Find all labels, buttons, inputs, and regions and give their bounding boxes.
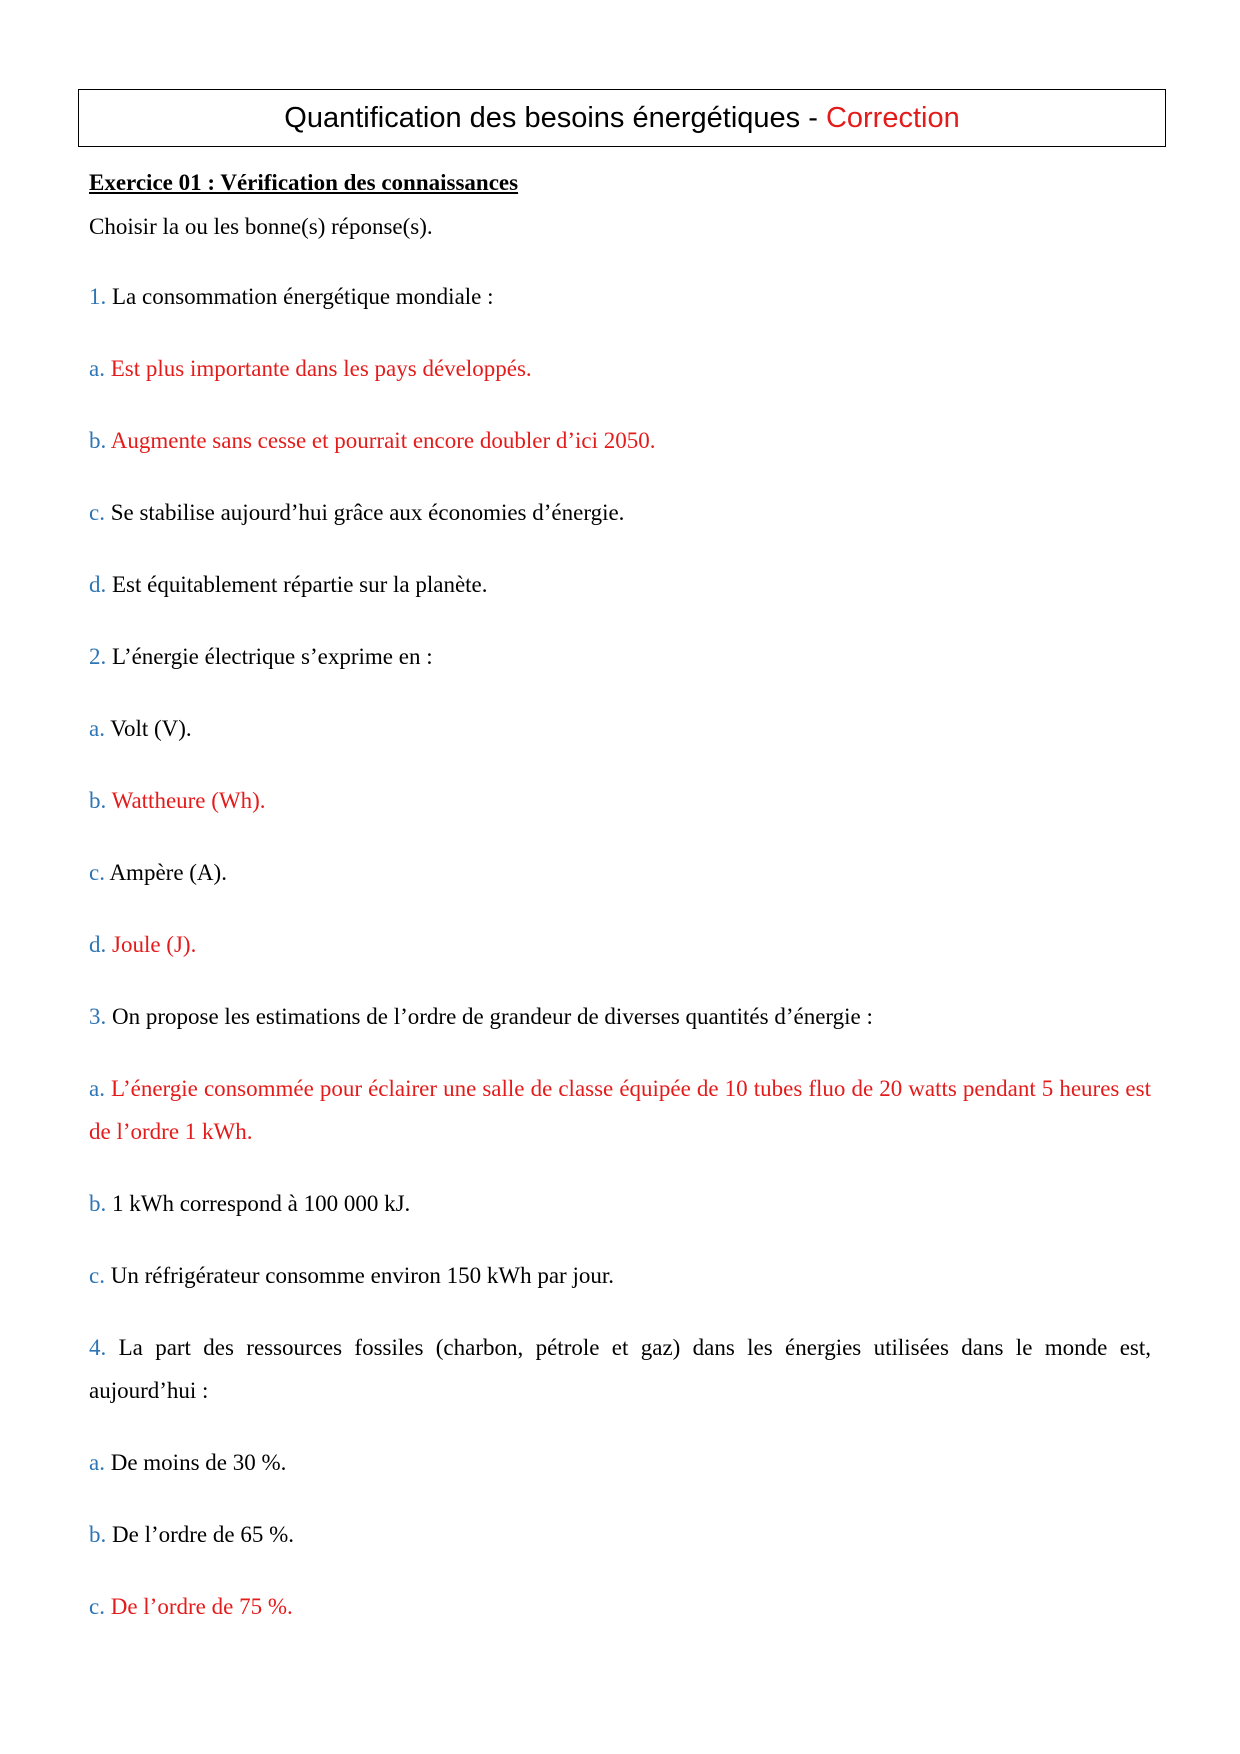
q1-option-d (89, 570, 488, 600)
question-text: On propose les estimations de l’ordre de grandeur de diverses quantités d’énergie : (106, 1004, 873, 1029)
question-number: 3. (89, 1004, 107, 1029)
title-main: Quantification des besoins énergétiques - (284, 102, 826, 134)
q3-option-c (89, 1261, 614, 1291)
option-letter: a. (89, 1076, 105, 1101)
title-correction: Correction (825, 102, 960, 134)
option-text: 1 kWh correspond à 100 000 kJ. (106, 1191, 411, 1216)
question-4 (89, 1326, 1151, 1412)
option-text: De moins de 30 %. (104, 1450, 287, 1475)
question-text: La consommation énergétique mondiale : (106, 284, 494, 309)
option-letter: d. (89, 572, 107, 597)
question-text: L’énergie électrique s’exprime en : (106, 644, 433, 669)
q2-option-d (89, 930, 196, 960)
q3-option-a (89, 1067, 1151, 1153)
option-letter: a. (89, 716, 105, 741)
q2-option-c (89, 858, 227, 888)
q3-option-b (89, 1189, 410, 1219)
question-1 (89, 282, 494, 312)
q4-option-a (89, 1448, 286, 1478)
option-text: Volt (V). (104, 716, 192, 741)
document-title (78, 89, 1166, 147)
option-letter: c. (89, 1263, 105, 1288)
option-text: De l’ordre de 75 %. (104, 1594, 293, 1619)
option-text: De l’ordre de 65 %. (106, 1522, 295, 1547)
exercise-instruction: Choisir la ou les bonne(s) réponse(s). (89, 214, 433, 239)
question-3 (89, 1002, 873, 1032)
question-number: 4. (89, 1335, 107, 1360)
option-letter: b. (89, 428, 107, 453)
option-letter: b. (89, 788, 107, 813)
option-letter: c. (89, 500, 105, 525)
option-text: Joule (J). (106, 932, 197, 957)
option-text: L’énergie consommée pour éclairer une salle de classe équipée de 10 tubes fluo de 20 watts pendant 5 heures est de l’ordre 1 kWh. (89, 1076, 1151, 1144)
question-number: 1. (89, 284, 107, 309)
option-text: Se stabilise aujourd’hui grâce aux économies d’énergie. (104, 500, 625, 525)
option-letter: c. (89, 1594, 105, 1619)
exercise-heading: Exercice 01 : Vérification des connaissances (89, 170, 519, 195)
option-letter: c. (89, 860, 105, 885)
option-letter: b. (89, 1522, 107, 1547)
option-letter: a. (89, 356, 105, 381)
option-letter: d. (89, 932, 107, 957)
option-text: Wattheure (Wh). (106, 788, 266, 813)
q1-option-a (89, 354, 532, 384)
q2-option-b (89, 786, 266, 816)
option-text: Un réfrigérateur consomme environ 150 kWh par jour. (104, 1263, 615, 1288)
option-letter: a. (89, 1450, 105, 1475)
q1-option-b (89, 426, 656, 456)
option-text: Ampère (A). (104, 860, 227, 885)
q4-option-c (89, 1592, 293, 1622)
option-letter: b. (89, 1191, 107, 1216)
question-2 (89, 642, 433, 672)
q4-option-b (89, 1520, 294, 1550)
option-text: Augmente sans cesse et pourrait encore doubler d’ici 2050. (106, 428, 656, 453)
q2-option-a (89, 714, 192, 744)
question-text: La part des ressources fossiles (charbon, pétrole et gaz) dans les énergies utilisées dans le monde est, aujourd’hui : (89, 1335, 1151, 1403)
option-text: Est équitablement répartie sur la planète. (106, 572, 488, 597)
question-number: 2. (89, 644, 107, 669)
q1-option-c (89, 498, 624, 528)
option-text: Est plus importante dans les pays développés. (104, 356, 532, 381)
